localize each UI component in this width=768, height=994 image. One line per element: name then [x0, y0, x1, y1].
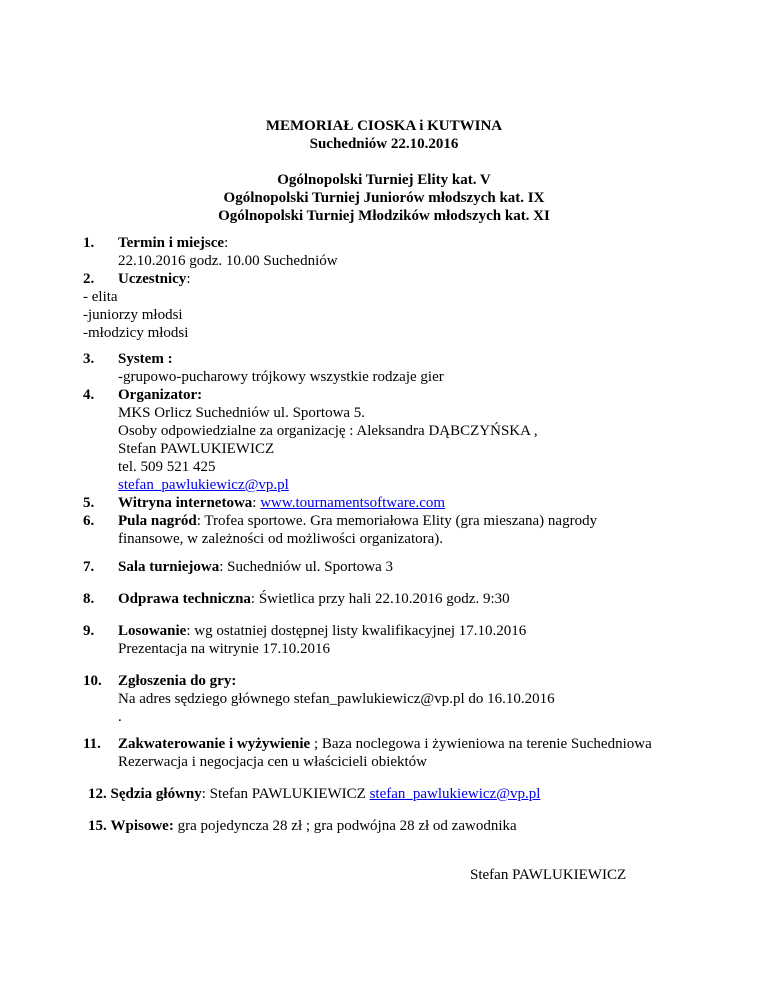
section-line: 15. Wpisowe: gra pojedyncza 28 zł ; gra podwójna 28 zł od zawodnika [88, 818, 517, 834]
section-line: 12. Sędzia główny: Stefan PAWLUKIEWICZ stefan_pawlukiewicz@vp.pl [88, 786, 541, 802]
section-heading: Uczestnicy: [118, 271, 191, 287]
section-heading: Termin i miejsce: [118, 235, 229, 251]
section-number: 5. [83, 495, 95, 511]
section-text: -grupowo-pucharowy trójkowy wszystkie rodzaje gier [118, 369, 444, 385]
tournament-elite: Ogólnopolski Turniej Elity kat. V [277, 172, 491, 188]
participant-item: -młodzicy młodsi [83, 325, 189, 341]
section-line: Zakwaterowanie i wyżywienie ; Baza noclegowa i żywieniowa na terenie Suchedniowa [118, 736, 652, 752]
section-text: Rezerwacja i negocjacja cen u właścicieli obiektów [118, 754, 428, 770]
document-title: MEMORIAŁ CIOSKA i KUTWINA [265, 118, 503, 134]
section-text: 22.10.2016 godz. 10.00 Suchedniów [118, 253, 338, 269]
participant-item: -juniorzy młodsi [83, 307, 183, 323]
organizer-contacts: Osoby odpowiedzialne za organizację : Aleksandra DĄBCZYŃSKA , [118, 423, 538, 439]
section-number: 7. [83, 559, 95, 575]
section-line: Witryna internetowa: www.tournamentsoftware.com [118, 495, 446, 511]
section-number: 8. [83, 591, 95, 607]
section-number: 2. [83, 271, 95, 287]
organizer-name: Stefan PAWLUKIEWICZ [118, 441, 275, 457]
section-text: Na adres sędziego głównego stefan_pawlukiewicz@vp.pl do 16.10.2016 [118, 691, 555, 707]
section-heading: Organizator: [118, 387, 203, 403]
section-number: 9. [83, 623, 95, 639]
document-place-date: Suchedniów 22.10.2016 [309, 136, 459, 152]
section-number: 1. [83, 235, 95, 251]
section-text: finansowe, w zależności od możliwości organizatora). [118, 531, 444, 547]
section-text: Prezentacja na witrynie 17.10.2016 [118, 641, 331, 657]
referee-email-link[interactable]: stefan_pawlukiewicz@vp.pl [369, 786, 541, 802]
organizer-email-link[interactable]: stefan_pawlukiewicz@vp.pl [118, 477, 289, 493]
section-number: 6. [83, 513, 95, 529]
section-number: 4. [83, 387, 95, 403]
section-line: Losowanie: wg ostatniej dostępnej listy kwalifikacyjnej 17.10.2016 [118, 623, 527, 639]
organizer-address: MKS Orlicz Suchedniów ul. Sportowa 5. [118, 405, 366, 421]
section-line: Sala turniejowa: Suchedniów ul. Sportowa 3 [118, 559, 393, 575]
section-line: Odprawa techniczna: Świetlica przy hali 22.10.2016 godz. 9:30 [118, 591, 510, 607]
section-number: 11. [83, 736, 101, 752]
section-heading: System : [118, 351, 173, 367]
section-heading: Zgłoszenia do gry: [118, 673, 237, 689]
tournament-youth: Ogólnopolski Turniej Młodzików młodszych kat. XI [218, 208, 550, 224]
section-text: . [118, 709, 122, 725]
website-link[interactable]: www.tournamentsoftware.com [260, 495, 446, 511]
participant-item: - elita [83, 289, 118, 305]
organizer-phone: tel. 509 521 425 [118, 459, 216, 475]
section-number: 3. [83, 351, 95, 367]
tournament-juniors: Ogólnopolski Turniej Juniorów młodszych kat. IX [223, 190, 545, 206]
signature: Stefan PAWLUKIEWICZ [470, 867, 627, 883]
section-line: Pula nagród: Trofea sportowe. Gra memoriałowa Elity (gra mieszana) nagrody [118, 513, 598, 529]
section-number: 10. [83, 673, 102, 689]
